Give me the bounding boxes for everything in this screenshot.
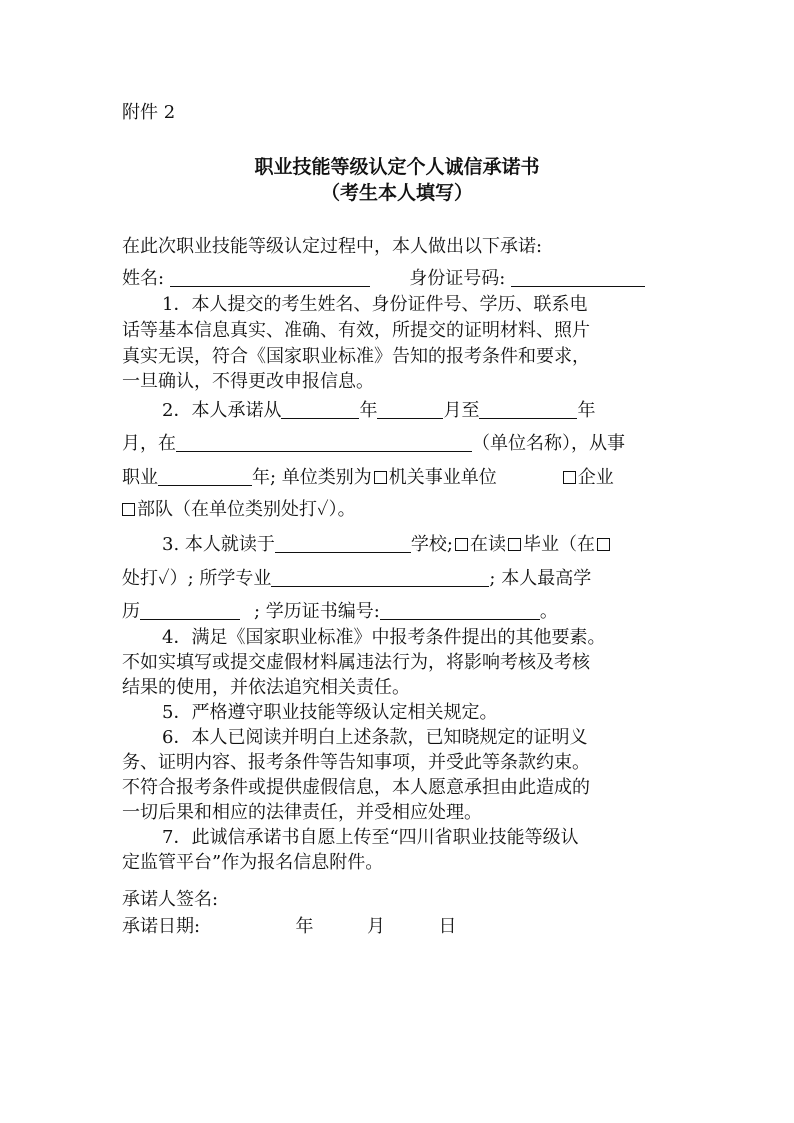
item4-line1: 4．满足《国家职业标准》中报考条件提出的其他要素。 [162,627,606,648]
item2-line1 [162,396,672,422]
item2-text: 2．本人承诺从 [162,400,282,421]
date-row [122,912,672,938]
checkbox-reading[interactable] [455,538,468,551]
school-suffix-text: 学校; [410,534,453,555]
unit-type-text: 年; 单位类别为 [252,467,372,488]
date-year-text: 年 [295,916,314,937]
name-id-row [122,264,672,290]
year-text-2: 年 [577,400,596,421]
certificate-number-field[interactable] [380,601,540,620]
name-field[interactable] [170,268,370,287]
checkbox-mark-sample [597,538,610,551]
item1-line3: 真实无误，符合《国家职业标准》告知的报考条件和要求， [122,346,590,367]
item6-line1: 6．本人已阅读并明白上述条款，已知晓规定的证明义 [162,727,588,748]
checkbox-enterprise[interactable] [563,471,576,484]
option-military-label: 部队（在单位类别处打✓）。 [137,499,356,520]
item1-line2: 话等基本信息真实、准确、有效，所提交的证明材料、照片 [122,320,590,341]
major-text: 处打✓）; 所学专业 [122,568,272,589]
major-field[interactable] [271,568,489,587]
date-label: 承诺日期: [122,916,201,937]
item4-line2: 不如实填写或提交虚假材料属违法行为，将影响考核及考核 [122,652,590,673]
attachment-label: 附件 2 [122,102,176,123]
item2-line4 [122,495,672,521]
years-field[interactable] [158,467,252,486]
edu-text: 历 [122,601,140,622]
employer-field[interactable] [176,433,472,452]
checkbox-graduated[interactable] [508,538,521,551]
item7-line1: 7．此诚信承诺书自愿上传至“四川省职业技能等级认 [162,827,579,848]
occupation-text: 职业 [122,467,158,488]
item3-line3 [122,597,672,623]
name-label: 姓名: [122,268,165,289]
date-month-text: 月 [367,916,386,937]
id-label: 身份证号码: [409,268,506,289]
employer-suffix-text: （单位名称），从事 [472,433,625,454]
checkbox-government[interactable] [374,471,387,484]
year-text: 年 [359,400,378,421]
school-field[interactable] [275,534,411,553]
end-year-field[interactable] [479,400,577,419]
school-text: 3. 本人就读于 [162,534,275,555]
option-reading-label: 在读 [469,534,506,555]
item4-line3: 结果的使用，并依法追究相关责任。 [122,677,410,698]
item3-line2 [122,564,672,590]
item2-line2 [122,429,672,455]
month-to-text: 月至 [443,400,480,421]
item6-line4: 一切后果和相应的法律责任，并受相应处理。 [122,802,482,823]
checkbox-military[interactable] [122,503,135,516]
item1-line1: 1．本人提交的考生姓名、身份证件号、学历、联系电 [162,294,588,315]
start-year-field[interactable] [281,400,359,419]
item6-line3: 不符合报考条件或提供虚假信息，本人愿意承担由此造成的 [122,777,590,798]
intro-text: 在此次职业技能等级认定过程中，本人做出以下承诺: [122,236,543,257]
item7-line2: 定监管平台”作为报名信息附件。 [122,852,384,873]
education-field[interactable] [140,601,240,620]
item1-line4: 一旦确认，不得更改申报信息。 [122,371,374,392]
item5: 5．严格遵守职业技能等级认定相关规定。 [162,702,498,723]
id-number-field[interactable] [511,268,645,287]
period-text: 。 [539,601,558,622]
signature-label: 承诺人签名: [122,889,219,910]
option-government-label: 机关事业单位 [388,467,497,488]
item6-line2: 务、证明内容、报考条件等告知事项，并受此等条款约束。 [122,752,590,773]
cert-number-text: ; 学历证书编号: [254,601,380,622]
highest-edu-text: ; 本人最高学 [489,568,592,589]
option-enterprise-label: 企业 [577,467,614,488]
document-subtitle: （考生本人填写） [320,182,473,204]
document-title: 职业技能等级认定个人诚信承诺书 [254,156,540,178]
item2-line3 [122,463,672,489]
option-graduated-label: 毕业（在 [522,534,595,555]
item3-line1 [162,530,672,556]
month-at-text: 月，在 [122,433,176,454]
date-day-text: 日 [438,916,457,937]
start-month-field[interactable] [377,400,443,419]
